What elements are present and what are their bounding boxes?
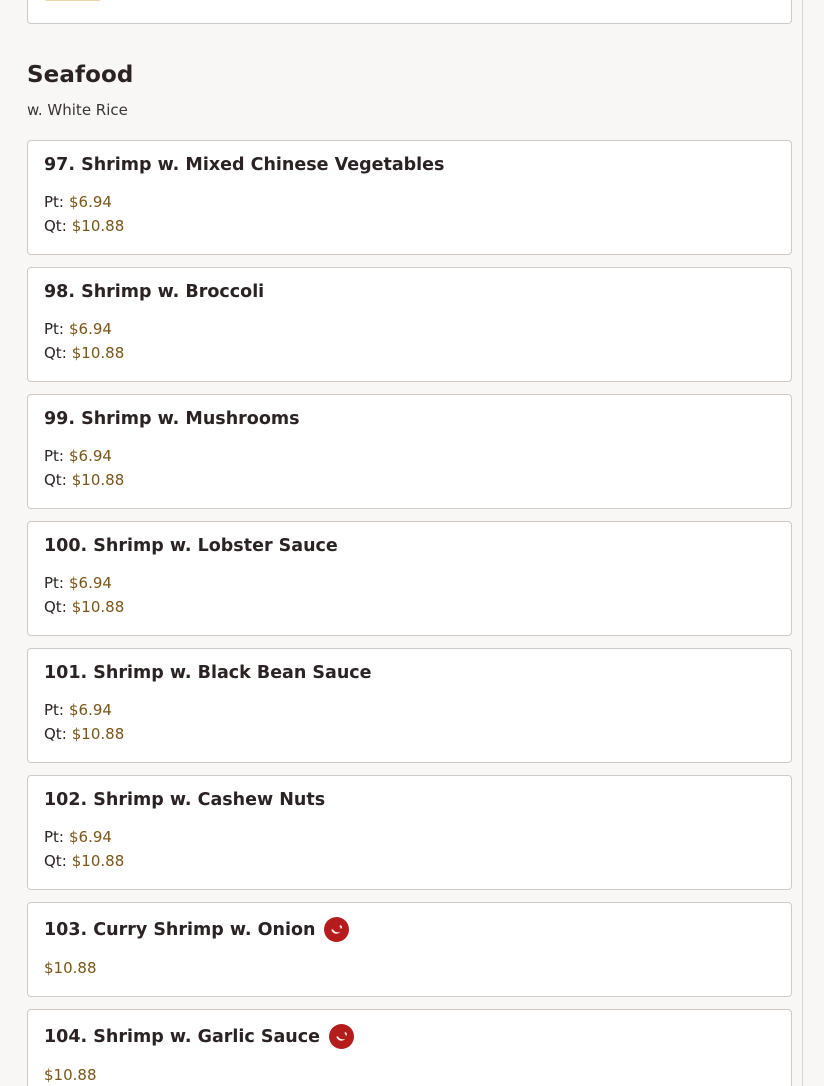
quart-label: Qt: — [44, 598, 67, 616]
quart-price — [44, 471, 124, 489]
item-name-row — [44, 663, 372, 683]
item-name: 97. Shrimp w. Mixed Chinese Vegetables — [44, 155, 445, 175]
pint-price — [44, 320, 112, 338]
quart-amount: $10.88 — [71, 852, 125, 870]
pint-label: Pt: — [44, 320, 64, 338]
quart-amount: $10.88 — [71, 344, 125, 362]
menu-item-card[interactable] — [27, 140, 792, 255]
menu-item-card[interactable] — [27, 648, 792, 763]
pint-price — [44, 828, 112, 846]
quart-price — [44, 598, 124, 616]
item-name-row — [44, 409, 300, 429]
item-name: 102. Shrimp w. Cashew Nuts — [44, 790, 326, 810]
quart-price — [44, 725, 124, 743]
pint-amount: $6.94 — [68, 574, 112, 592]
pint-price — [44, 574, 112, 592]
pint-label: Pt: — [44, 701, 64, 719]
quart-amount: $10.88 — [71, 725, 125, 743]
menu-item-card[interactable] — [27, 1009, 792, 1086]
item-name-row — [44, 790, 325, 810]
pint-label: Pt: — [44, 193, 64, 211]
quart-label: Qt: — [44, 217, 67, 235]
menu-item-card[interactable] — [27, 521, 792, 636]
menu-item-card[interactable] — [27, 267, 792, 382]
item-price: $10.88 — [44, 1066, 97, 1084]
spicy-pepper-icon — [324, 917, 349, 942]
section-subtitle: w. White Rice — [27, 101, 128, 119]
pint-price — [44, 193, 112, 211]
item-name: 98. Shrimp w. Broccoli — [44, 282, 265, 302]
item-name: 100. Shrimp w. Lobster Sauce — [44, 536, 338, 556]
spicy-pepper-icon — [329, 1024, 354, 1049]
item-name-row — [44, 536, 338, 556]
pint-amount: $6.94 — [68, 447, 112, 465]
quart-price — [44, 217, 124, 235]
quart-label: Qt: — [44, 852, 67, 870]
quart-amount: $10.88 — [71, 217, 125, 235]
item-name-row — [44, 917, 349, 942]
quart-amount: $10.88 — [71, 471, 125, 489]
previous-item-price-fragment — [45, 0, 101, 1]
item-name-row — [44, 1024, 354, 1049]
pint-amount: $6.94 — [68, 193, 112, 211]
pint-label: Pt: — [44, 574, 64, 592]
quart-price — [44, 344, 124, 362]
pint-amount: $6.94 — [68, 828, 112, 846]
item-name-row — [44, 155, 444, 175]
menu-item-card[interactable] — [27, 775, 792, 890]
quart-label: Qt: — [44, 471, 67, 489]
quart-amount: $10.88 — [71, 598, 125, 616]
previous-item-card[interactable] — [27, 0, 792, 24]
pint-label: Pt: — [44, 447, 64, 465]
quart-price — [44, 852, 124, 870]
quart-label: Qt: — [44, 725, 67, 743]
section-title: Seafood — [27, 62, 134, 88]
menu-item-card[interactable] — [27, 394, 792, 509]
item-name: 104. Shrimp w. Garlic Sauce — [44, 1026, 320, 1047]
item-price: $10.88 — [44, 959, 97, 977]
item-name: 99. Shrimp w. Mushrooms — [44, 409, 300, 429]
pint-label: Pt: — [44, 828, 64, 846]
pint-amount: $6.94 — [68, 701, 112, 719]
quart-label: Qt: — [44, 344, 67, 362]
pint-price — [44, 447, 112, 465]
menu-item-card[interactable] — [27, 902, 792, 997]
item-name-row — [44, 282, 264, 302]
pint-price — [44, 701, 112, 719]
item-name: 101. Shrimp w. Black Bean Sauce — [44, 663, 372, 683]
pint-amount: $6.94 — [68, 320, 112, 338]
item-name: 103. Curry Shrimp w. Onion — [44, 919, 316, 940]
